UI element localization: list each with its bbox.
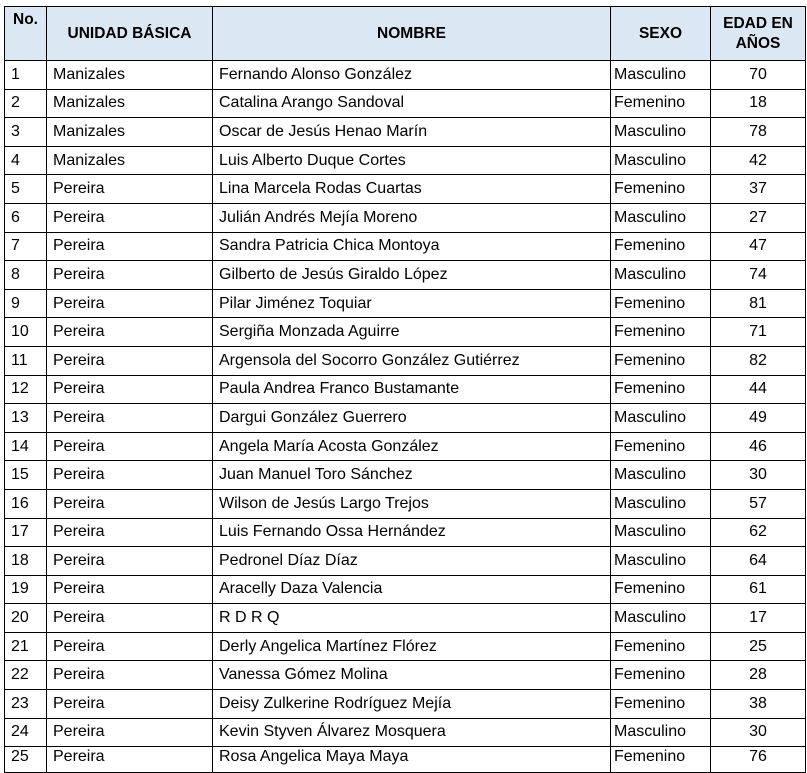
cell-edad: 64 xyxy=(711,547,806,576)
cell-no: 3 xyxy=(5,118,47,147)
cell-nombre: Fernando Alonso González xyxy=(213,61,611,90)
cell-nombre: Luis Fernando Ossa Hernández xyxy=(213,518,611,547)
cell-unidad-basica: Manizales xyxy=(47,118,213,147)
cell-no: 7 xyxy=(5,232,47,261)
cell-edad: 28 xyxy=(711,661,806,690)
header-unidad-basica: UNIDAD BÁSICA xyxy=(47,7,213,61)
table-row xyxy=(5,404,806,433)
table-row xyxy=(5,261,806,290)
cell-sexo: Femenino xyxy=(611,661,711,690)
cell-edad: 27 xyxy=(711,203,806,232)
table-row xyxy=(5,432,806,461)
cell-sexo: Masculino xyxy=(611,404,711,433)
cell-sexo: Femenino xyxy=(611,632,711,661)
cell-unidad-basica: Pereira xyxy=(47,232,213,261)
cell-unidad-basica: Pereira xyxy=(47,289,213,318)
table-row xyxy=(5,632,806,661)
cell-no: 18 xyxy=(5,547,47,576)
cell-sexo: Masculino xyxy=(611,604,711,633)
cell-unidad-basica: Pereira xyxy=(47,661,213,690)
cell-no: 23 xyxy=(5,690,47,719)
cell-edad: 71 xyxy=(711,318,806,347)
cell-edad: 70 xyxy=(711,61,806,90)
cell-sexo: Masculino xyxy=(611,261,711,290)
table-row xyxy=(5,718,806,747)
header-edad xyxy=(711,7,806,61)
cell-nombre: Rosa Angelica Maya Maya xyxy=(213,747,611,773)
table-row xyxy=(5,604,806,633)
cell-no: 9 xyxy=(5,289,47,318)
cell-no: 8 xyxy=(5,261,47,290)
cell-unidad-basica: Manizales xyxy=(47,89,213,118)
cell-no: 6 xyxy=(5,203,47,232)
cell-edad: 42 xyxy=(711,146,806,175)
cell-no: 11 xyxy=(5,346,47,375)
header-row xyxy=(5,7,806,61)
cell-nombre: Juan Manuel Toro Sánchez xyxy=(213,461,611,490)
cell-edad: 17 xyxy=(711,604,806,633)
cell-nombre: Sergiña Monzada Aguirre xyxy=(213,318,611,347)
table-row xyxy=(5,375,806,404)
cell-unidad-basica: Manizales xyxy=(47,61,213,90)
cell-edad: 57 xyxy=(711,489,806,518)
cell-sexo: Masculino xyxy=(611,61,711,90)
cell-edad: 61 xyxy=(711,575,806,604)
table-row xyxy=(5,461,806,490)
cell-edad: 74 xyxy=(711,261,806,290)
cell-no: 14 xyxy=(5,432,47,461)
cell-edad: 76 xyxy=(711,747,806,773)
cell-nombre: Pedronel Díaz Díaz xyxy=(213,547,611,576)
cell-no: 1 xyxy=(5,61,47,90)
table-row xyxy=(5,489,806,518)
cell-nombre: Vanessa Gómez Molina xyxy=(213,661,611,690)
cell-edad: 30 xyxy=(711,718,806,747)
cell-unidad-basica: Pereira xyxy=(47,375,213,404)
cell-edad: 44 xyxy=(711,375,806,404)
cell-sexo: Femenino xyxy=(611,346,711,375)
cell-unidad-basica: Pereira xyxy=(47,432,213,461)
cell-nombre: Oscar de Jesús Henao Marín xyxy=(213,118,611,147)
table-row xyxy=(5,661,806,690)
cell-nombre: Argensola del Socorro González Gutiérrez xyxy=(213,346,611,375)
table-header xyxy=(5,7,806,61)
cell-sexo: Masculino xyxy=(611,146,711,175)
cell-nombre: R D R Q xyxy=(213,604,611,633)
cell-no: 17 xyxy=(5,518,47,547)
cell-unidad-basica: Pereira xyxy=(47,318,213,347)
cell-nombre: Catalina Arango Sandoval xyxy=(213,89,611,118)
cell-nombre: Angela María Acosta González xyxy=(213,432,611,461)
cell-unidad-basica: Pereira xyxy=(47,175,213,204)
cell-edad: 38 xyxy=(711,690,806,719)
cell-nombre: Deisy Zulkerine Rodríguez Mejía xyxy=(213,690,611,719)
cell-nombre: Kevin Styven Álvarez Mosquera xyxy=(213,718,611,747)
cell-unidad-basica: Pereira xyxy=(47,547,213,576)
table-body xyxy=(5,61,806,773)
cell-unidad-basica: Pereira xyxy=(47,718,213,747)
table-row xyxy=(5,346,806,375)
table-row xyxy=(5,575,806,604)
cell-nombre: Julián Andrés Mejía Moreno xyxy=(213,203,611,232)
cell-no: 12 xyxy=(5,375,47,404)
cell-sexo: Femenino xyxy=(611,232,711,261)
table-row xyxy=(5,547,806,576)
cell-edad: 18 xyxy=(711,89,806,118)
cell-sexo: Femenino xyxy=(611,289,711,318)
cell-no: 20 xyxy=(5,604,47,633)
cell-nombre: Paula Andrea Franco Bustamante xyxy=(213,375,611,404)
cell-nombre: Dargui González Guerrero xyxy=(213,404,611,433)
cell-no: 24 xyxy=(5,718,47,747)
cell-sexo: Femenino xyxy=(611,89,711,118)
table-row xyxy=(5,61,806,90)
cell-no: 5 xyxy=(5,175,47,204)
cell-unidad-basica: Manizales xyxy=(47,146,213,175)
cell-edad: 49 xyxy=(711,404,806,433)
cell-edad: 82 xyxy=(711,346,806,375)
cell-no: 15 xyxy=(5,461,47,490)
cell-sexo: Masculino xyxy=(611,118,711,147)
cell-sexo: Masculino xyxy=(611,461,711,490)
cell-no: 22 xyxy=(5,661,47,690)
cell-nombre: Sandra Patricia Chica Montoya xyxy=(213,232,611,261)
header-edad-line2: AÑOS xyxy=(735,34,781,52)
cell-sexo: Femenino xyxy=(611,318,711,347)
cell-unidad-basica: Pereira xyxy=(47,489,213,518)
cell-sexo: Masculino xyxy=(611,547,711,576)
table-row xyxy=(5,146,806,175)
cell-unidad-basica: Pereira xyxy=(47,632,213,661)
cell-no: 13 xyxy=(5,404,47,433)
cell-edad: 25 xyxy=(711,632,806,661)
cell-edad: 78 xyxy=(711,118,806,147)
cell-unidad-basica: Pereira xyxy=(47,461,213,490)
cell-nombre: Lina Marcela Rodas Cuartas xyxy=(213,175,611,204)
cell-unidad-basica: Pereira xyxy=(47,518,213,547)
header-edad-line1: EDAD EN xyxy=(723,14,793,32)
cell-unidad-basica: Pereira xyxy=(47,747,213,773)
cell-nombre: Pilar Jiménez Toquiar xyxy=(213,289,611,318)
cell-sexo: Masculino xyxy=(611,518,711,547)
cell-edad: 81 xyxy=(711,289,806,318)
cell-no: 10 xyxy=(5,318,47,347)
document xyxy=(4,6,806,773)
cell-nombre: Derly Angelica Martínez Flórez xyxy=(213,632,611,661)
table-row xyxy=(5,747,806,773)
table-row xyxy=(5,175,806,204)
cell-no: 19 xyxy=(5,575,47,604)
cell-sexo: Masculino xyxy=(611,203,711,232)
header-nombre: NOMBRE xyxy=(213,7,611,61)
cell-sexo: Masculino xyxy=(611,489,711,518)
cell-unidad-basica: Pereira xyxy=(47,604,213,633)
patients-table xyxy=(4,6,806,773)
header-no: No. xyxy=(5,7,47,61)
header-sexo: SEXO xyxy=(611,7,711,61)
cell-no: 25 xyxy=(5,747,47,773)
cell-nombre: Wilson de Jesús Largo Trejos xyxy=(213,489,611,518)
cell-unidad-basica: Pereira xyxy=(47,404,213,433)
cell-unidad-basica: Pereira xyxy=(47,575,213,604)
cell-edad: 62 xyxy=(711,518,806,547)
cell-sexo: Femenino xyxy=(611,747,711,773)
cell-no: 4 xyxy=(5,146,47,175)
table-row xyxy=(5,232,806,261)
cell-edad: 46 xyxy=(711,432,806,461)
cell-sexo: Femenino xyxy=(611,575,711,604)
cell-sexo: Masculino xyxy=(611,718,711,747)
table-row xyxy=(5,690,806,719)
cell-nombre: Aracelly Daza Valencia xyxy=(213,575,611,604)
cell-no: 2 xyxy=(5,89,47,118)
cell-edad: 30 xyxy=(711,461,806,490)
table-row xyxy=(5,203,806,232)
table-row xyxy=(5,118,806,147)
table-row xyxy=(5,518,806,547)
cell-no: 21 xyxy=(5,632,47,661)
cell-unidad-basica: Pereira xyxy=(47,346,213,375)
table-row xyxy=(5,318,806,347)
cell-nombre: Luis Alberto Duque Cortes xyxy=(213,146,611,175)
cell-unidad-basica: Pereira xyxy=(47,690,213,719)
cell-unidad-basica: Pereira xyxy=(47,261,213,290)
cell-no: 16 xyxy=(5,489,47,518)
table-row xyxy=(5,89,806,118)
table-row xyxy=(5,289,806,318)
cell-sexo: Femenino xyxy=(611,690,711,719)
cell-sexo: Femenino xyxy=(611,432,711,461)
cell-unidad-basica: Pereira xyxy=(47,203,213,232)
cell-sexo: Femenino xyxy=(611,175,711,204)
cell-edad: 47 xyxy=(711,232,806,261)
cell-edad: 37 xyxy=(711,175,806,204)
cell-sexo: Femenino xyxy=(611,375,711,404)
cell-nombre: Gilberto de Jesús Giraldo López xyxy=(213,261,611,290)
